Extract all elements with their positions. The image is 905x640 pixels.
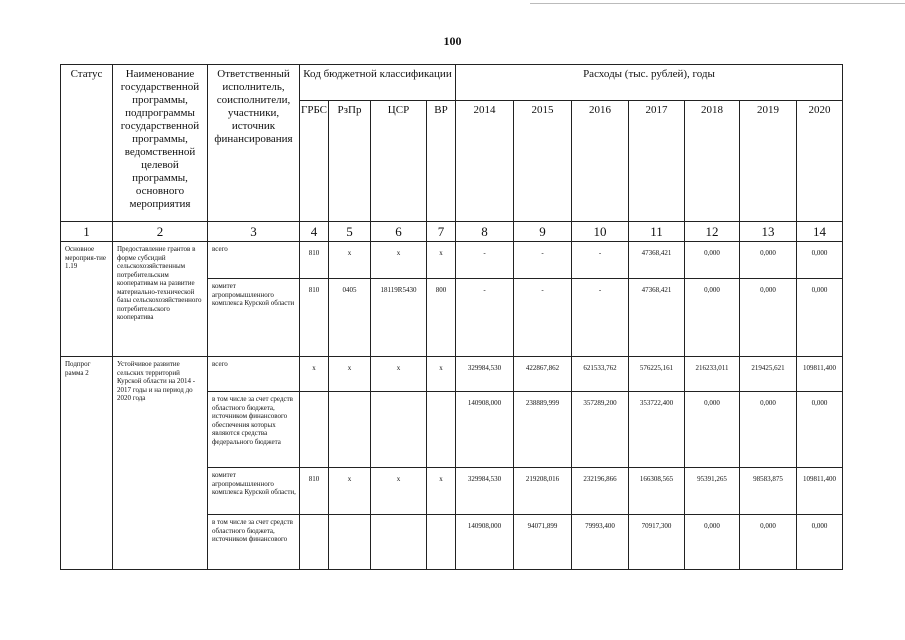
value-cell: - <box>456 242 514 279</box>
value-cell: 0,000 <box>740 242 797 279</box>
value-cell: 0,000 <box>740 515 797 570</box>
value-cell: 216233,011 <box>685 357 740 392</box>
value-cell: 79993,400 <box>572 515 629 570</box>
value-cell: 232196,866 <box>572 468 629 515</box>
header-year: 2015 <box>514 101 572 222</box>
row-name: Предоставление грантов в форме субсидий сельскохозяйственным потребительским кооперативам на развитие материально-технической базы сельскохозяйственного потребительского кооператива <box>113 242 208 357</box>
column-number: 10 <box>572 222 629 242</box>
value-cell: 576225,161 <box>629 357 685 392</box>
csr-cell: х <box>371 242 427 279</box>
value-cell: 219208,016 <box>514 468 572 515</box>
grbs-cell: 810 <box>300 242 329 279</box>
rzpr-cell: х <box>329 242 371 279</box>
value-cell: 0,000 <box>797 279 843 357</box>
value-cell: 0,000 <box>797 515 843 570</box>
row-status: Основное мероприя-тие 1.19 <box>61 242 113 357</box>
column-number: 7 <box>427 222 456 242</box>
column-number: 14 <box>797 222 843 242</box>
value-cell: 140908,000 <box>456 392 514 468</box>
value-cell: - <box>572 242 629 279</box>
column-number: 13 <box>740 222 797 242</box>
csr-cell: х <box>371 357 427 392</box>
value-cell: - <box>572 279 629 357</box>
grbs-cell <box>300 392 329 468</box>
rzpr-cell <box>329 392 371 468</box>
column-number: 6 <box>371 222 427 242</box>
page-number: 100 <box>443 34 462 48</box>
header-vr: ВР <box>427 101 456 222</box>
value-cell: - <box>514 279 572 357</box>
vr-cell: 800 <box>427 279 456 357</box>
value-cell: 47368,421 <box>629 242 685 279</box>
value-cell: 0,000 <box>685 515 740 570</box>
budget-table <box>60 64 843 570</box>
column-number-row <box>61 222 843 242</box>
column-number: 8 <box>456 222 514 242</box>
grbs-cell: 810 <box>300 468 329 515</box>
value-cell: 109811,400 <box>797 468 843 515</box>
value-cell: 47368,421 <box>629 279 685 357</box>
grbs-cell: 810 <box>300 279 329 357</box>
row-name: Устойчивое развитие сельских территорий Курской области на 2014 - 2017 годы и на период до 2020 года <box>113 357 208 570</box>
row-executor: комитет агропромышленного комплекса Курской области, <box>208 468 300 515</box>
value-cell: 98583,875 <box>740 468 797 515</box>
header-rzpr: РзПр <box>329 101 371 222</box>
row-executor: всего <box>208 242 300 279</box>
value-cell: 329984,530 <box>456 468 514 515</box>
value-cell: 0,000 <box>685 279 740 357</box>
value-cell: 357289,200 <box>572 392 629 468</box>
header-grbs: ГРБС <box>300 101 329 222</box>
value-cell: 166308,565 <box>629 468 685 515</box>
header-csr: ЦСР <box>371 101 427 222</box>
value-cell: 0,000 <box>685 242 740 279</box>
rzpr-cell <box>329 515 371 570</box>
header-name: Наименование государственной программы, подпрограммы государственной программы, ведомственной целевой программы, основного мероприятия <box>113 65 208 222</box>
value-cell: 353722,400 <box>629 392 685 468</box>
value-cell: 0,000 <box>740 392 797 468</box>
vr-cell: х <box>427 242 456 279</box>
rzpr-cell: 0405 <box>329 279 371 357</box>
row-executor: комитет агропромышленного комплекса Курской области <box>208 279 300 357</box>
value-cell: 140908,000 <box>456 515 514 570</box>
header-row-1 <box>61 65 843 101</box>
csr-cell: 18119R5430 <box>371 279 427 357</box>
vr-cell <box>427 515 456 570</box>
column-number: 1 <box>61 222 113 242</box>
value-cell: - <box>456 279 514 357</box>
column-number: 5 <box>329 222 371 242</box>
header-year: 2014 <box>456 101 514 222</box>
grbs-cell: х <box>300 357 329 392</box>
value-cell: 621533,762 <box>572 357 629 392</box>
column-number: 3 <box>208 222 300 242</box>
table-row <box>61 242 843 279</box>
column-number: 2 <box>113 222 208 242</box>
top-rule-line <box>530 3 905 4</box>
table-row <box>61 357 843 392</box>
header-year: 2016 <box>572 101 629 222</box>
grbs-cell <box>300 515 329 570</box>
header-expenses: Расходы (тыс. рублей), годы <box>456 65 843 101</box>
column-number: 12 <box>685 222 740 242</box>
vr-cell: х <box>427 357 456 392</box>
column-number: 11 <box>629 222 685 242</box>
header-executor: Ответственный исполнитель, соисполнители, участники, источник финансирования <box>208 65 300 222</box>
value-cell: 0,000 <box>797 392 843 468</box>
row-status: Подпрог рамма 2 <box>61 357 113 570</box>
csr-cell <box>371 392 427 468</box>
value-cell: - <box>514 242 572 279</box>
rzpr-cell: х <box>329 468 371 515</box>
value-cell: 95391,265 <box>685 468 740 515</box>
value-cell: 0,000 <box>685 392 740 468</box>
row-executor: в том числе за счет средств областного бюджета, источником финансового обеспечения которых являются средства федерального бюджета <box>208 392 300 468</box>
value-cell: 422867,862 <box>514 357 572 392</box>
column-number: 9 <box>514 222 572 242</box>
value-cell: 219425,621 <box>740 357 797 392</box>
csr-cell: х <box>371 468 427 515</box>
value-cell: 0,000 <box>797 242 843 279</box>
value-cell: 238889,999 <box>514 392 572 468</box>
header-year: 2020 <box>797 101 843 222</box>
value-cell: 329984,530 <box>456 357 514 392</box>
header-year: 2019 <box>740 101 797 222</box>
vr-cell: х <box>427 468 456 515</box>
header-status: Статус <box>61 65 113 222</box>
rzpr-cell: х <box>329 357 371 392</box>
row-executor: в том числе за счет средств областного бюджета, источником финансового <box>208 515 300 570</box>
header-year: 2018 <box>685 101 740 222</box>
column-number: 4 <box>300 222 329 242</box>
value-cell: 70917,300 <box>629 515 685 570</box>
value-cell: 109811,400 <box>797 357 843 392</box>
value-cell: 0,000 <box>740 279 797 357</box>
vr-cell <box>427 392 456 468</box>
row-executor: всего <box>208 357 300 392</box>
csr-cell <box>371 515 427 570</box>
header-budget-code: Код бюджетной классификации <box>300 65 456 101</box>
header-year: 2017 <box>629 101 685 222</box>
value-cell: 94071,899 <box>514 515 572 570</box>
